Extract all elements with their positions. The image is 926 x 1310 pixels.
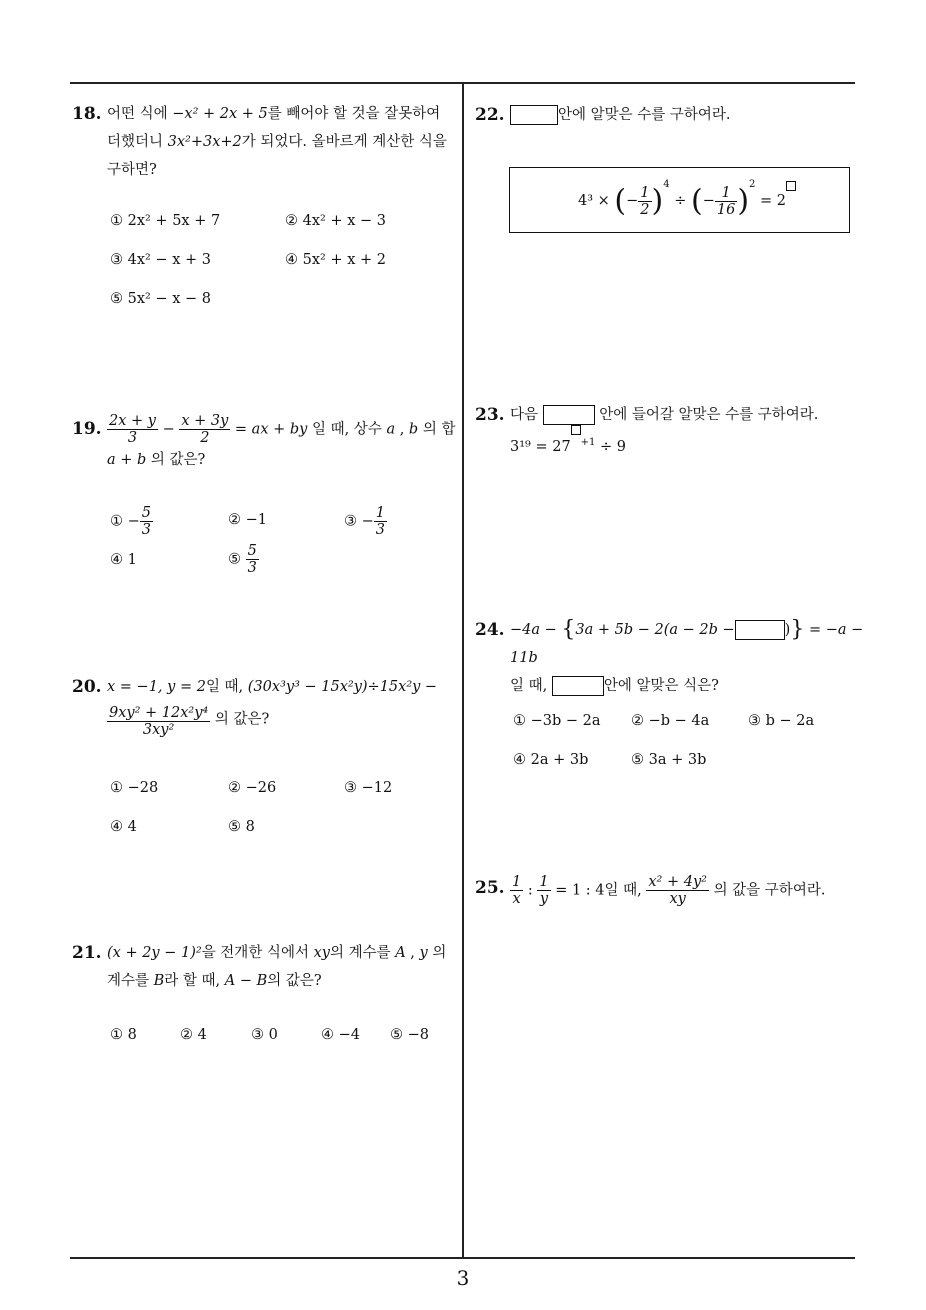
question-number: 24. bbox=[475, 620, 505, 640]
fraction: $\frac{\text{9xy² + 12x²y⁴}}{\text{3xy²}}$ bbox=[109, 705, 209, 738]
answer-blank[interactable] bbox=[510, 105, 558, 125]
fraction: $\frac{1}{y}$ bbox=[539, 874, 549, 907]
choice-5[interactable]: ⑤ 5x² − x − 8 bbox=[110, 291, 211, 307]
choice-2[interactable]: ② −b − 4a bbox=[631, 713, 710, 729]
choice-1[interactable]: ① −28 bbox=[110, 780, 159, 796]
fraction: $\frac{\text{x² + 4y²}}{xy}$ bbox=[648, 874, 707, 907]
bottom-rule bbox=[70, 1257, 855, 1259]
exponent-blank bbox=[786, 181, 796, 191]
choice-2[interactable]: ② 4 bbox=[180, 1027, 207, 1043]
choice-4[interactable]: ④ 5x² + x + 2 bbox=[285, 252, 386, 268]
choice-1[interactable]: ① − $\frac{5}{3}$ bbox=[110, 505, 151, 538]
choice-3[interactable]: ③ b − 2a bbox=[748, 713, 815, 729]
choice-1[interactable]: ① 8 bbox=[110, 1027, 137, 1043]
question-18: 18. 어떤 식에 −x² + 2x + 5를 빼어야 할 것을 잘못하여 더했더니 3x²+3x+2가 되었다. 올바르게 계산한 식을 구하면? bbox=[72, 100, 462, 184]
question-25: 25. $\frac{1}{x}$ : $\frac{1}{y}$ = 1 : 4일 때, $\frac{\text{x² + 4y²}}{xy}$ 의 값을 구하여라. bbox=[475, 874, 826, 907]
choice-4[interactable]: ④ 4 bbox=[110, 819, 137, 835]
choice-3[interactable]: ③ 0 bbox=[251, 1027, 278, 1043]
choice-2[interactable]: ② 4x² + x − 3 bbox=[285, 213, 386, 229]
question-number: 20. bbox=[72, 677, 102, 697]
choice-5[interactable]: ⑤ $\frac{5}{3}$ bbox=[228, 543, 257, 576]
page-number: 3 bbox=[456, 1266, 470, 1290]
question-number: 22. bbox=[475, 105, 505, 125]
choice-5[interactable]: ⑤ 8 bbox=[228, 819, 255, 835]
question-number: 19. bbox=[72, 419, 102, 439]
question-number: 25. bbox=[475, 878, 505, 898]
fraction: $\frac{2x + y}{3}$ bbox=[109, 413, 156, 446]
choice-1[interactable]: ① 2x² + 5x + 7 bbox=[110, 213, 221, 229]
question-22: 22. 안에 알맞은 수를 구하여라. bbox=[475, 101, 855, 129]
choice-2[interactable]: ② −26 bbox=[228, 780, 277, 796]
question-number: 23. bbox=[475, 405, 505, 425]
question-21: 21. (x + 2y − 1)²을 전개한 식에서 xy의 계수를 A , y 의 계수를 B라 할 때, A − B의 값은? bbox=[72, 939, 462, 995]
choice-4[interactable]: ④ 2a + 3b bbox=[513, 752, 589, 768]
column-divider bbox=[462, 83, 464, 1258]
expression: 4³ × (− $\frac{1}{2}$ )$^4$ ÷ (− $\frac{1}{16}$ )$^2$ = 2 bbox=[578, 179, 796, 219]
choice-3[interactable]: ③ −12 bbox=[344, 780, 393, 796]
fraction: $\frac{x + 3y}{2}$ bbox=[181, 413, 229, 446]
question-19: 19. $\frac{2x + y}{3}$ − $\frac{x + 3y}{2}$ = ax + by 일 때, 상수 a , b 의 합 a + b 의 값은? bbox=[72, 413, 456, 468]
choice-5[interactable]: ⑤ −8 bbox=[390, 1027, 429, 1043]
question-24: 24. −4a − {3a + 5b − 2(a − 2b − )} = −a − 11b 일 때, 안에 알맞은 식은? bbox=[475, 617, 864, 694]
question-number: 21. bbox=[72, 943, 102, 963]
answer-blank-ref bbox=[552, 676, 604, 696]
question-23: 23. 다음 안에 들어갈 알맞은 수를 구하여라. 3¹⁹ = 27 $^{+1}$ ÷ 9 bbox=[475, 401, 855, 461]
exponent-blank bbox=[571, 425, 581, 435]
choice-3[interactable]: ③ 4x² − x + 3 bbox=[110, 252, 211, 268]
question-number: 18. bbox=[72, 104, 102, 124]
choice-4[interactable]: ④ −4 bbox=[321, 1027, 360, 1043]
expression-box bbox=[509, 167, 850, 233]
choice-5[interactable]: ⑤ 3a + 3b bbox=[631, 752, 707, 768]
choice-1[interactable]: ① −3b − 2a bbox=[513, 713, 601, 729]
choice-4[interactable]: ④ 1 bbox=[110, 552, 137, 568]
question-20: 20. x = −1, y = 2일 때, (30x³y³ − 15x²y)÷15x²y − $\frac{\text{9xy² + 12x²y⁴}}{\text{3xy²}}$ 의 값은? bbox=[72, 673, 462, 738]
choice-2[interactable]: ② −1 bbox=[228, 512, 267, 528]
fraction: $\frac{1}{x}$ bbox=[512, 874, 522, 907]
answer-blank[interactable] bbox=[735, 620, 785, 640]
answer-blank[interactable] bbox=[543, 405, 595, 425]
choice-3[interactable]: ③ − $\frac{1}{3}$ bbox=[344, 505, 385, 538]
